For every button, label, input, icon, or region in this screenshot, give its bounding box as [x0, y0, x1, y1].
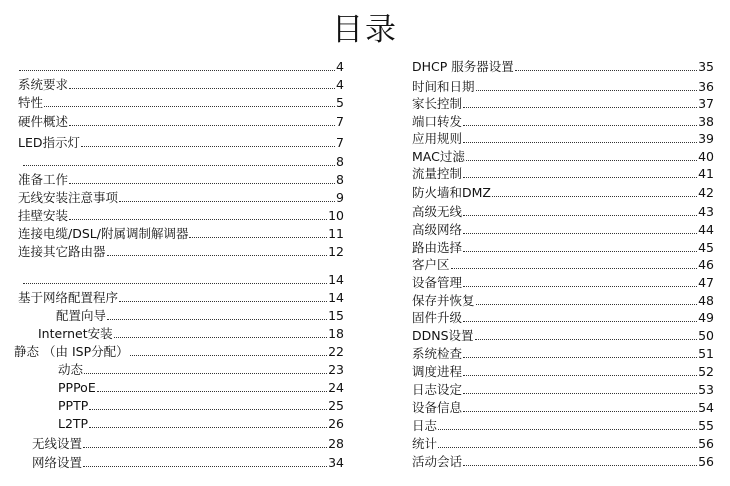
toc-leader-dots — [119, 201, 335, 202]
toc-leader-dots — [438, 429, 697, 430]
toc-entry-page: 38 — [698, 114, 714, 129]
toc-entry-page: 43 — [698, 204, 714, 219]
toc-entry — [412, 182, 714, 200]
toc-entry-page: 54 — [698, 400, 714, 415]
toc-leader-dots — [476, 90, 698, 91]
toc-entry-page: 25 — [328, 398, 344, 413]
toc-leader-dots — [463, 286, 697, 287]
toc-entry-page: 5 — [336, 95, 344, 110]
toc-leader-dots — [438, 447, 697, 448]
toc-entry-label: 设备信息 — [412, 400, 463, 415]
toc-entry-label: LED指示灯 — [18, 135, 80, 150]
toc-entry — [18, 111, 344, 129]
toc-leader-dots — [84, 373, 327, 374]
toc-leader-dots — [463, 465, 697, 466]
toc-entry — [18, 205, 344, 223]
toc-leader-dots — [119, 301, 327, 302]
toc-entry-page: 45 — [698, 240, 714, 255]
toc-leader-dots — [463, 107, 697, 108]
toc-leader-dots — [83, 447, 327, 448]
toc-entry-label: 端口转发 — [412, 114, 463, 129]
toc-leader-dots — [107, 255, 328, 256]
toc-leader-dots — [463, 375, 697, 376]
toc-entry — [412, 415, 714, 433]
toc-entry — [412, 76, 714, 94]
toc-entry-label: 连接其它路由器 — [18, 244, 106, 259]
toc-entry-page: 7 — [336, 135, 344, 150]
toc-entry — [32, 433, 344, 451]
toc-entry-label: 硬件概述 — [18, 114, 69, 129]
toc-entry — [412, 272, 714, 290]
toc-entry-page: 14 — [328, 290, 344, 305]
toc-entry-page: 56 — [698, 436, 714, 451]
toc-entry-label: L2TP — [58, 416, 89, 431]
toc-entry-label: 防火墙和DMZ — [412, 185, 491, 200]
toc-entry-label: 流量控制 — [412, 166, 463, 181]
toc-entry-page: 22 — [328, 344, 344, 359]
toc-entry-label: 固件升级 — [412, 310, 463, 325]
toc-entry-label: MAC过滤 — [412, 149, 465, 164]
toc-entry-label: 特性 — [18, 95, 44, 110]
toc-entry-label: 无线安装注意事项 — [18, 190, 119, 205]
toc-entry-page: 14 — [328, 272, 344, 287]
toc-entry — [412, 290, 714, 308]
toc-entry — [58, 359, 344, 377]
toc-leader-dots — [97, 391, 327, 392]
toc-entry-page: 18 — [328, 326, 344, 341]
toc-leader-dots — [463, 411, 697, 412]
toc-entry — [412, 343, 714, 361]
toc-leader-dots — [89, 409, 327, 410]
toc-entry — [412, 433, 714, 451]
toc-entry-label: 动态 — [58, 362, 84, 377]
toc-leader-dots — [463, 357, 697, 358]
toc-entry — [18, 287, 344, 305]
toc-entry-page: 28 — [328, 436, 344, 451]
toc-leader-dots — [492, 196, 697, 197]
toc-entry-label: 连接电缆/DSL/附属调制解调器 — [18, 226, 189, 241]
toc-entry — [412, 128, 714, 146]
toc-entry — [412, 201, 714, 219]
toc-leader-dots — [23, 165, 335, 166]
toc-entry-label: 调度进程 — [412, 364, 463, 379]
toc-entry-page: 4 — [336, 77, 344, 92]
toc-leader-dots — [463, 321, 697, 322]
toc-leader-dots — [69, 219, 327, 220]
toc-entry — [22, 151, 344, 169]
toc-entry — [32, 452, 344, 470]
toc-entry-page: 15 — [328, 308, 344, 323]
toc-entry-page: 10 — [328, 208, 344, 223]
toc-entry-page: 39 — [698, 131, 714, 146]
toc-entry — [56, 305, 344, 323]
toc-leader-dots — [23, 283, 327, 284]
toc-leader-dots — [466, 160, 697, 161]
toc-entry — [58, 413, 344, 431]
toc-leader-dots — [463, 251, 697, 252]
toc-entry-page: 40 — [698, 149, 714, 164]
toc-entry-label: 配置向导 — [56, 308, 107, 323]
toc-leader-dots — [451, 268, 698, 269]
toc-entry-label: 系统检查 — [412, 346, 463, 361]
toc-leader-dots — [130, 355, 327, 356]
toc-entry-page: 53 — [698, 382, 714, 397]
toc-entry-label: 系统要求 — [18, 77, 69, 92]
toc-leader-dots — [69, 183, 335, 184]
toc-entry-page: 34 — [328, 455, 344, 470]
toc-leader-dots — [476, 304, 698, 305]
toc-leader-dots — [463, 125, 697, 126]
toc-entry-page: 47 — [698, 275, 714, 290]
toc-entry-page: 8 — [336, 154, 344, 169]
toc-leader-dots — [189, 237, 327, 238]
toc-entry-page: 50 — [698, 328, 714, 343]
toc-entry — [18, 241, 344, 259]
toc-entry-page: 49 — [698, 310, 714, 325]
toc-entry-label: 时间和日期 — [412, 79, 475, 94]
toc-entry — [22, 269, 344, 287]
toc-entry-page: 12 — [328, 244, 344, 259]
toc-entry-label: 无线设置 — [32, 436, 83, 451]
toc-entry — [18, 223, 344, 241]
toc-entry-page: 44 — [698, 222, 714, 237]
toc-entry-page: 8 — [336, 172, 344, 187]
toc-entry-label: PPTP — [58, 398, 89, 413]
toc-entry-page: 35 — [698, 59, 714, 74]
toc-entry-label: 网络设置 — [32, 455, 83, 470]
toc-entry — [412, 379, 714, 397]
toc-entry-label: DHCP 服务器设置 — [412, 59, 514, 74]
toc-entry — [58, 395, 344, 413]
toc-entry-label: 统计 — [412, 436, 438, 451]
toc-entry-page: 52 — [698, 364, 714, 379]
toc-entry — [18, 187, 344, 205]
toc-entry-page: 55 — [698, 418, 714, 433]
toc-leader-dots — [19, 70, 335, 71]
toc-entry — [18, 74, 344, 92]
toc-entry-label: 高级无线 — [412, 204, 463, 219]
toc-entry — [412, 237, 714, 255]
toc-leader-dots — [463, 233, 697, 234]
toc-entry-label: 家长控制 — [412, 96, 463, 111]
toc-entry — [38, 323, 344, 341]
toc-leader-dots — [107, 319, 327, 320]
toc-leader-dots — [463, 177, 697, 178]
toc-entry-label: Internet安装 — [38, 326, 113, 341]
toc-entry-label: 高级网络 — [412, 222, 463, 237]
toc-entry-page: 48 — [698, 293, 714, 308]
toc-entry-page: 51 — [698, 346, 714, 361]
toc-entry-label: 静态 （由 ISP分配） — [14, 344, 129, 359]
toc-entry — [58, 377, 344, 395]
toc-entry — [18, 92, 344, 110]
toc-entry-page: 41 — [698, 166, 714, 181]
toc-entry-label: 保存并恢复 — [412, 293, 475, 308]
toc-leader-dots — [89, 427, 327, 428]
toc-leader-dots — [475, 339, 698, 340]
toc-entry-label: 设备管理 — [412, 275, 463, 290]
toc-entry — [412, 325, 714, 343]
toc-entry-label: 活动会话 — [412, 454, 463, 469]
toc-entry-label: DDNS设置 — [412, 328, 474, 343]
toc-leader-dots — [69, 88, 335, 89]
toc-entry-page: 24 — [328, 380, 344, 395]
toc-entry-page: 23 — [328, 362, 344, 377]
toc-entry-label: 日志 — [412, 418, 438, 433]
toc-entry-label: 日志设定 — [412, 382, 463, 397]
toc-entry — [412, 93, 714, 111]
toc-leader-dots — [463, 393, 697, 394]
toc-entry — [412, 56, 714, 74]
toc-entry — [18, 56, 344, 74]
page-title: 目录 — [332, 12, 398, 48]
toc-entry-label: 挂壁安装 — [18, 208, 69, 223]
toc-entry — [412, 146, 714, 164]
toc-entry-page: 11 — [328, 226, 344, 241]
toc-entry — [14, 341, 344, 359]
toc-entry-label: PPPoE — [58, 380, 96, 395]
toc-entry-page: 4 — [336, 59, 344, 74]
toc-entry — [412, 307, 714, 325]
toc-entry-page: 42 — [698, 185, 714, 200]
toc-entry-page: 9 — [336, 190, 344, 205]
toc-entry-page: 37 — [698, 96, 714, 111]
toc-leader-dots — [69, 125, 335, 126]
toc-entry-page: 7 — [336, 114, 344, 129]
toc-entry-label: 应用规则 — [412, 131, 463, 146]
toc-entry — [412, 361, 714, 379]
toc-entry-page: 46 — [698, 257, 714, 272]
toc-leader-dots — [81, 146, 335, 147]
toc-leader-dots — [114, 337, 327, 338]
toc-entry — [18, 169, 344, 187]
toc-entry — [412, 163, 714, 181]
toc-leader-dots — [463, 215, 697, 216]
toc-leader-dots — [463, 142, 697, 143]
toc-entry-page: 26 — [328, 416, 344, 431]
toc-entry — [412, 219, 714, 237]
toc-entry-page: 56 — [698, 454, 714, 469]
toc-entry — [412, 111, 714, 129]
toc-entry-label: 路由选择 — [412, 240, 463, 255]
toc-leader-dots — [515, 70, 697, 71]
toc-leader-dots — [83, 466, 327, 467]
toc-entry — [412, 397, 714, 415]
toc-entry-page: 36 — [698, 79, 714, 94]
toc-entry-label: 准备工作 — [18, 172, 69, 187]
toc-entry-label: 基于网络配置程序 — [18, 290, 119, 305]
toc-entry — [18, 132, 344, 150]
toc-entry — [412, 451, 714, 469]
toc-entry-label: 客户区 — [412, 257, 450, 272]
toc-leader-dots — [44, 106, 335, 107]
toc-entry — [412, 254, 714, 272]
